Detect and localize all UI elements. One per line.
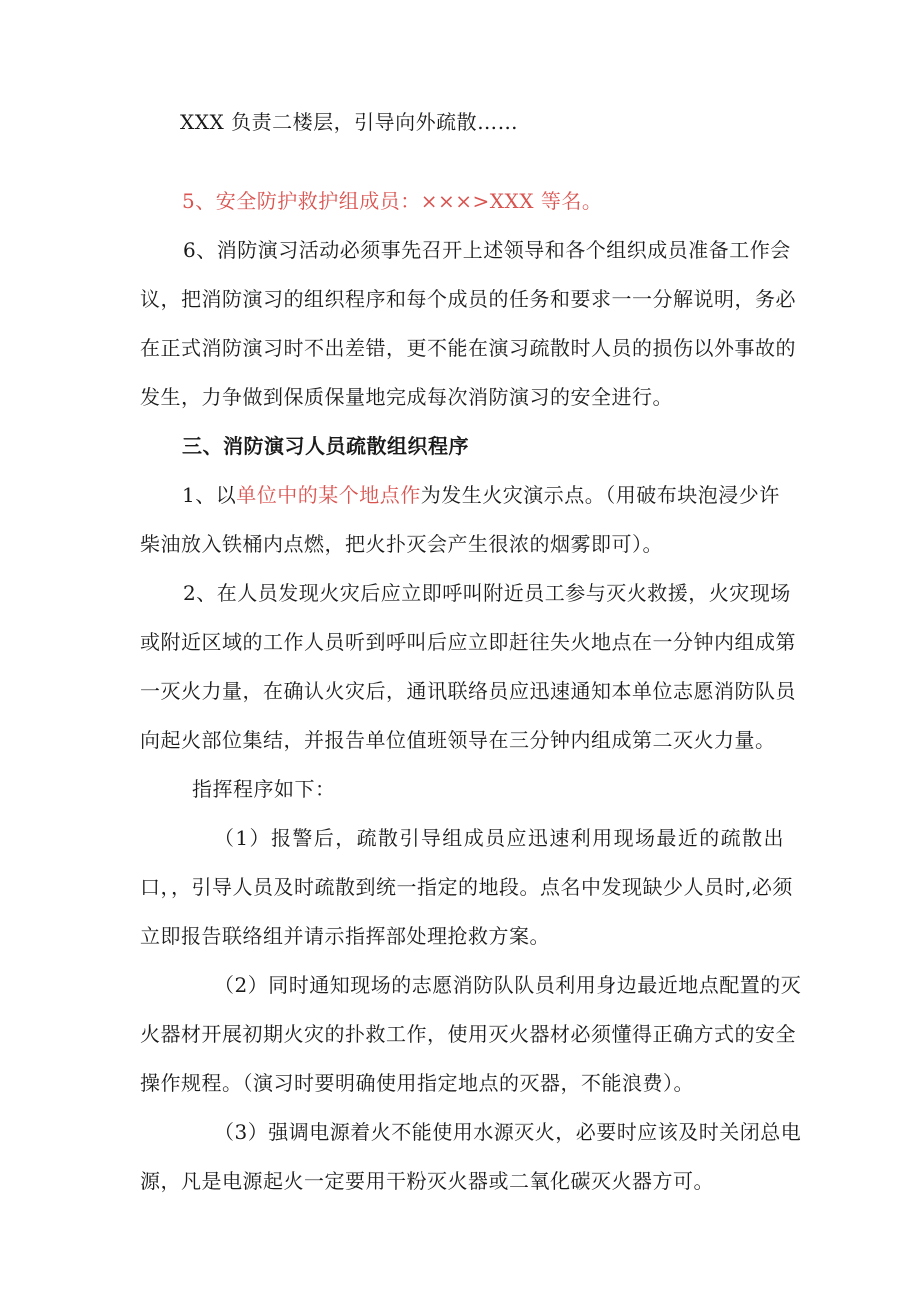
paragraph-line: 6、消防演习活动必须事先召开上述领导和各个组织成员准备工作会 <box>183 238 791 262</box>
paragraph-line: 一灭火力量，在确认火灾后，通讯联络员应迅速通知本单位志愿消防队员 <box>140 679 796 703</box>
paragraph-line: 议，把消防演习的组织程序和每个成员的任务和要求一一分解说明，务必 <box>140 287 796 311</box>
paragraph-line: 发生，力争做到保质保量地完成每次消防演习的安全进行。 <box>140 385 673 409</box>
paragraph-line: 源，凡是电源起火一定要用干粉灭火器或二氧化碳灭火器方可。 <box>140 1169 714 1193</box>
paragraph-line: 在正式消防演习时不出差错，更不能在演习疏散时人员的损伤以外事故的 <box>140 336 796 360</box>
paragraph-line: 操作规程。（演习时要明确使用指定地点的灭器，不能浪费）。 <box>140 1071 694 1095</box>
line-segment: 为发生火灾演示点。（用破布块泡浸少许 <box>420 483 780 507</box>
paragraph-line: 立即报告联络组并请示指挥部处理抢救方案。 <box>140 924 550 948</box>
paragraph-line: XXX 负责二楼层，引导向外疏散…… <box>180 110 519 134</box>
paragraph-line: 向起火部位集结，并报告单位值班领导在三分钟内组成第二灭火力量。 <box>140 728 776 752</box>
paragraph-line: 2、在人员发现火灾后应立即呼叫附近员工参与灭火救援，火灾现场 <box>183 581 791 605</box>
paragraph-line: 柴油放入铁桶内点燃，把火扑灭会产生很浓的烟雾即可）。 <box>140 532 663 556</box>
paragraph-line: 指挥程序如下： <box>192 777 336 801</box>
section-heading: 三、消防演习人员疏散组织程序 <box>182 434 469 458</box>
paragraph-line: （1）报警后，疏散引导组成员应迅速利用现场最近的疏散出 <box>214 826 784 850</box>
paragraph-line: 或附近区域的工作人员听到呼叫后应立即赶往失火地点在一分钟内组成第 <box>140 630 796 654</box>
paragraph-line: 火器材开展初期火灾的扑救工作，使用灭火器材必须懂得正确方式的安全 <box>140 1022 796 1046</box>
paragraph-line-highlight: 5、安全防护救护组成员：×××>XXX 等名。 <box>182 189 603 213</box>
line-segment: 1、以 <box>182 483 237 507</box>
paragraph-line-mixed <box>182 481 780 509</box>
paragraph-line: （3）强调电源着火不能使用水源灭火，必要时应该及时关闭总电 <box>214 1120 802 1144</box>
paragraph-line: （2）同时通知现场的志愿消防队队员利用身边最近地点配置的灭 <box>214 973 802 997</box>
paragraph-line: 口，，引导人员及时疏散到统一指定的地段。点名中发现缺少人员时,必须 <box>140 875 793 899</box>
line-segment-highlight: 单位中的某个地点作 <box>236 483 421 507</box>
